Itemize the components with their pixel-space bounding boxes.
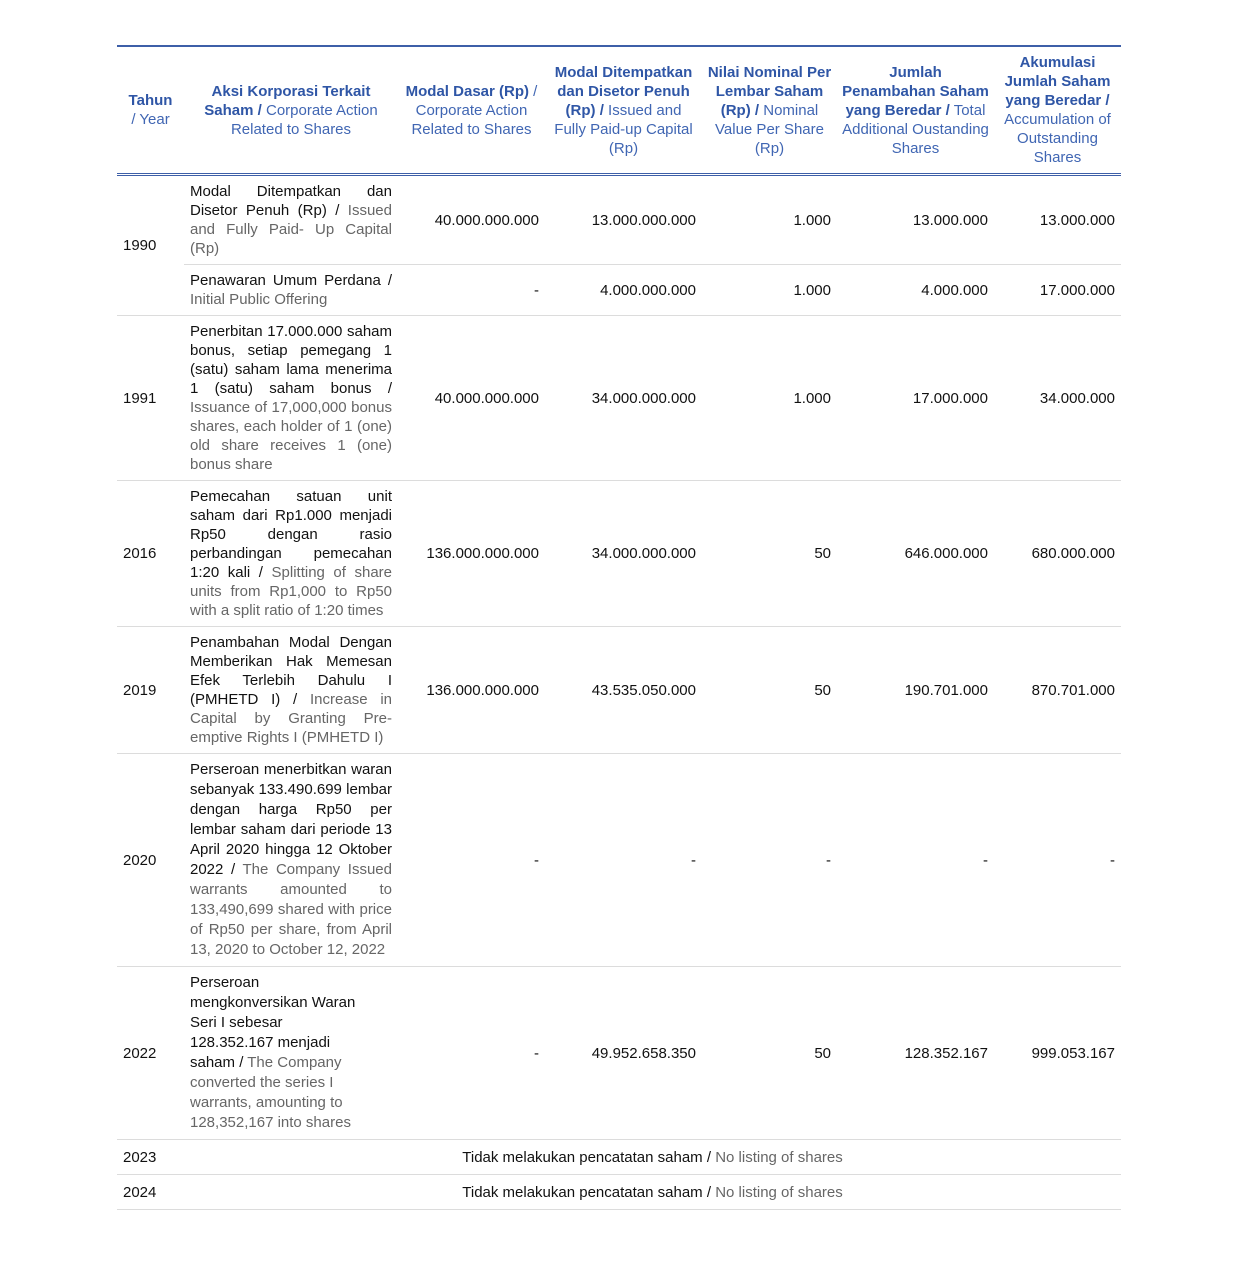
paidup-cell: 34.000.000.000 [591, 389, 696, 407]
table-row [117, 1140, 1121, 1175]
added-cell: - [983, 851, 988, 869]
header-paidup-capital: Modal Ditempatkan dan Disetor Penuh (Rp) / Issued and Fully Paid-up Capital (Rp) [554, 63, 693, 157]
paidup-cell: 49.952.658.350 [591, 1044, 696, 1062]
added-cell: 4.000.000 [921, 281, 988, 299]
year-cell: 2023 [123, 1148, 157, 1166]
accum-cell: 17.000.000 [1039, 281, 1115, 299]
added-cell: 13.000.000 [912, 211, 988, 229]
year-cell: 2019 [123, 681, 157, 699]
header-additional-shares: Jumlah Penambahan Saham yang Beredar / Total Additional Oustanding Shares [842, 63, 989, 157]
authorized-cell: - [534, 281, 539, 299]
nominal-cell: - [826, 851, 831, 869]
action-cell: Modal Ditempatkan dan Disetor Penuh (Rp) / Issued and Fully Paid- Up Capital (Rp) [190, 183, 392, 257]
table-row [117, 265, 1121, 316]
action-cell: Penambahan Modal Dengan Memberikan Hak Memesan Efek Terlebih Dahulu I (PMHETD I) / Increase in Capital by Granting Pre-emptive Rights I (PMHETD I) [190, 634, 393, 746]
authorized-cell: 136.000.000.000 [426, 681, 539, 699]
year-cell: 2024 [123, 1183, 157, 1201]
added-cell: 646.000.000 [904, 545, 988, 562]
paidup-cell: 43.535.050.000 [591, 681, 696, 699]
table-row [117, 754, 1121, 967]
action-cell: Perseroan mengkonversikan Waran Seri I sebesar 128.352.167 menjadi saham / The Company converted the series I warrants, amounting to 128,352,167 into shares [190, 974, 356, 1131]
table-row [117, 481, 1121, 627]
share-listing-table-container [117, 45, 1121, 1210]
authorized-cell: 40.000.000.000 [434, 211, 539, 229]
nominal-cell: 50 [814, 1044, 831, 1062]
added-cell: 17.000.000 [912, 389, 988, 407]
header-accumulated-shares: Akumulasi Jumlah Saham yang Beredar / Accumulation of Outstanding Shares [1004, 54, 1111, 166]
accum-cell: 34.000.000 [1039, 389, 1115, 407]
nominal-cell: 50 [814, 545, 831, 562]
authorized-cell: 136.000.000.000 [426, 545, 539, 562]
header-action: Aksi Korporasi Terkait Saham / Corporate Action Related to Shares [204, 82, 378, 138]
action-cell: Penawaran Umum Perdana / Initial Public Offering [190, 272, 392, 308]
no-listing-cell: Tidak melakukan pencatatan saham / No listing of shares [462, 1148, 843, 1166]
action-cell: Penerbitan 17.000.000 saham bonus, setiap pemegang 1 (satu) saham lama menerima 1 (satu) saham bonus / Issuance of 17,000,000 bonus shares, each holder of 1 (one) old share receives 1 (one) bonus share [190, 323, 392, 473]
paidup-cell: 4.000.000.000 [600, 281, 696, 299]
action-cell: Perseroan menerbitkan waran sebanyak 133.490.699 lembar dengan harga Rp50 per lembar saham dari periode 13 April 2020 hingga 12 Oktober 2022 / The Company Issued warrants amounted to 133,490,699 shared with price of Rp50 per share, from April 13, 2020 to October 12, 2022 [190, 761, 392, 958]
table-row [117, 967, 1121, 1140]
header-authorized-capital: Modal Dasar (Rp) / Corporate Action Related to Shares [405, 82, 538, 138]
nominal-cell: 1.000 [793, 281, 831, 299]
paidup-cell: 34.000.000.000 [591, 545, 696, 562]
nominal-cell: 50 [814, 681, 831, 699]
accum-cell: 999.053.167 [1031, 1044, 1115, 1062]
accum-cell: 870.701.000 [1031, 681, 1115, 699]
authorized-cell: - [534, 1044, 539, 1062]
action-cell: Pemecahan satuan unit saham dari Rp1.000 menjadi Rp50 dengan rasio perbandingan pemecahan 1:20 kali / Splitting of share units from Rp1,000 to Rp50 with a split ratio of 1:20 times [190, 488, 392, 619]
table-row [117, 175, 1121, 265]
year-cell: 1990 [123, 237, 157, 254]
year-cell: 2022 [123, 1044, 157, 1062]
no-listing-cell: Tidak melakukan pencatatan saham / No listing of shares [462, 1183, 843, 1201]
accum-cell: - [1110, 851, 1115, 869]
header-row [117, 46, 1121, 175]
year-cell: 2016 [123, 545, 157, 562]
added-cell: 190.701.000 [904, 681, 988, 699]
year-cell: 1991 [123, 389, 157, 407]
table-row [117, 627, 1121, 754]
share-listing-table [117, 45, 1121, 1210]
accum-cell: 680.000.000 [1031, 545, 1115, 562]
paidup-cell: 13.000.000.000 [591, 211, 696, 229]
table-row [117, 316, 1121, 481]
added-cell: 128.352.167 [904, 1044, 988, 1062]
nominal-cell: 1.000 [793, 389, 831, 407]
paidup-cell: - [691, 851, 696, 869]
table-row [117, 1175, 1121, 1210]
authorized-cell: - [534, 851, 539, 869]
authorized-cell: 40.000.000.000 [434, 389, 539, 407]
nominal-cell: 1.000 [793, 211, 831, 229]
header-nominal-value: Nilai Nominal Per Lembar Saham (Rp) / Nominal Value Per Share (Rp) [707, 63, 832, 157]
year-cell: 2020 [123, 851, 157, 869]
accum-cell: 13.000.000 [1039, 211, 1115, 229]
header-year: Tahun / Year [128, 92, 173, 128]
